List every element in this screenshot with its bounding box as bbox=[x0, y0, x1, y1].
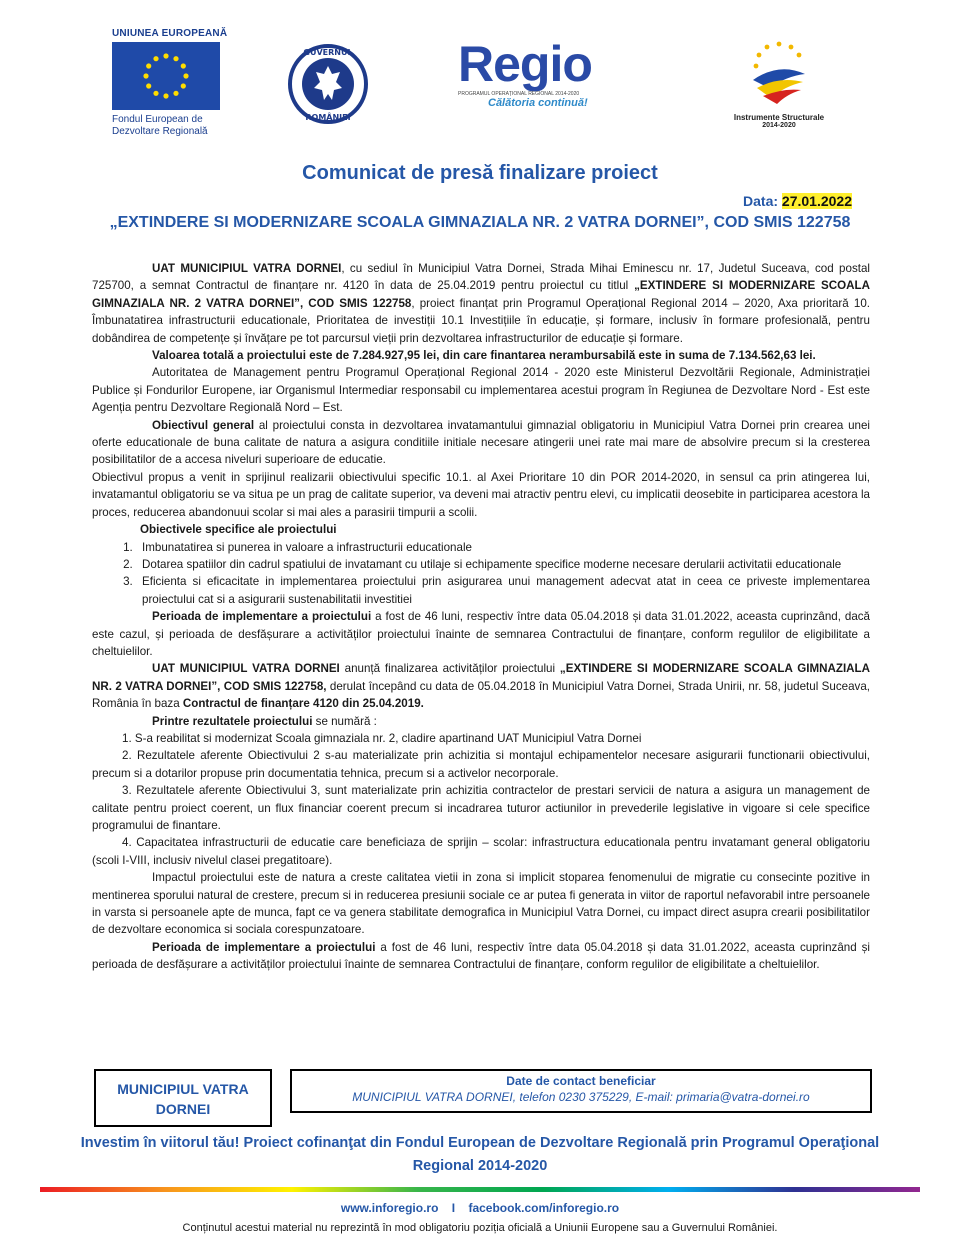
regio-logo bbox=[458, 38, 638, 109]
results-heading: Printre rezultatele proiectului se numără : bbox=[152, 714, 377, 728]
list-item: 1. Imbunatatirea si punerea in valoare a infrastructurii educationale bbox=[136, 539, 870, 556]
structural-instruments-label: Instrumente Structurale bbox=[733, 113, 825, 122]
press-release-body bbox=[92, 260, 870, 974]
page-title: Comunicat de presă finalizare proiect bbox=[302, 162, 658, 184]
structural-instruments-years: 2014-2020 bbox=[762, 122, 796, 129]
paragraph-value: Valoarea totală a proiectului este de 7.284.927,95 lei, din care finantarea nerambursabilă este in suma de 7.134.562,63 lei. bbox=[152, 349, 816, 363]
contact-details: MUNICIPIUL VATRA DORNEI, telefon 0230 375229, E-mail: primaria@vatra-dornei.ro bbox=[352, 1090, 810, 1104]
project-title: „EXTINDERE SI MODERNIZARE SCOALA GIMNAZIALA NR. 2 VATRA DORNEI”, COD SMIS 122758 bbox=[109, 214, 851, 231]
footer-links bbox=[0, 1201, 960, 1215]
structural-instruments-logo bbox=[724, 36, 834, 129]
logo-bar bbox=[0, 22, 960, 152]
structural-instruments-icon bbox=[739, 36, 819, 106]
date-value: 27.01.2022 bbox=[781, 193, 852, 209]
result-item: 4. Capacitatea infrastructurii de educatie care beneficiaza de sprijin – scolar: infrastructura educationala pentru invatamant general obligatoriu (scoli I-VIII, inclusiv nivelul clasei pregatitoare). bbox=[92, 836, 870, 867]
paragraph-general-objective: Obiectivul general al proiectului consta in dezvoltarea invatamantului gimnazial obligatoriu in Municipiul Vatra Dornei prin crearea unei oferte educationale de buna calitate de natura a asigura conditiile initiale necesare atingerii unei rate mai mare de absolvire precum si la cresterea posibilitatilor de a accesa niveluri superioare de educatie. bbox=[92, 418, 870, 467]
svg-text:ROMÂNIEI: ROMÂNIEI bbox=[305, 113, 351, 122]
inforegio-link[interactable]: www.inforegio.ro bbox=[340, 1201, 439, 1215]
list-item: 2. Dotarea spatiilor din cadrul spatiului de invatamant cu utilaje si echipamente specifice moderne necesare derularii activitatii educationale bbox=[136, 556, 870, 573]
rainbow-divider bbox=[40, 1187, 920, 1192]
paragraph-impact: Impactul proiectului este de natura a creste calitatea vietii in zona si implicit stoparea fenomenului de migratie cu consecinte pozitive in mentinerea sporului natural de crestere, precum si in reducerea presiunii sociale ce ar putea fi generata in viitor de raportul nefavorabil intre persoanele in varsta si persoanele apte de munca, fapt ce va genera stabilitate demografica in Municipiul Vatra Dornei, cu impact direct asupra crearii posibilitatilor de dezvoltare economica si sociala corespunzatoare. bbox=[92, 871, 870, 937]
specific-objectives-heading: Obiectivele specifice ale proiectului bbox=[140, 523, 337, 537]
specific-objectives-list bbox=[92, 539, 870, 609]
eu-flag-icon bbox=[112, 42, 220, 110]
beneficiary-box: MUNICIPIUL VATRA DORNEI bbox=[94, 1069, 272, 1127]
government-seal-icon bbox=[286, 36, 370, 134]
facebook-link[interactable]: facebook.com/inforegio.ro bbox=[468, 1201, 620, 1215]
paragraph-announcement: UAT MUNICIPIUL VATRA DORNEI anunță finalizarea activităților proiectului „EXTINDERE SI MODERNIZARE SCOALA GIMNAZIALA NR. 2 VATRA DORNEI”, COD SMIS 122758, derulat începând cu data de 05.04.2018 în Municipiul Vatra Dornei, Strada Unirii, nr. 58, judetul Suceava, România în baza Contractul de finanțare 4120 din 25.04.2019. bbox=[92, 662, 870, 711]
paragraph-proposed-objective: Obiectivul propus a venit in sprijinul realizarii obiectivului specific 10.1. al Axei Prioritare 10 din POR 2014-2020, in sensul ca prin atingerea lui, invatamantul obligatoriu se va situa pe un prag de calitate superior, va deveni mai atractiv pentru elevi, cu implicatii deosebite in participarea acestora la proces, reducerea abandonuui scolar si mai ales a parasirii timpurii a scolii. bbox=[92, 470, 870, 519]
funding-message: Investim în viitorul tău! Proiect cofinanţat din Fondul European de Dezvoltare Regională prin Programul Operaţional Regional 2014-2020 bbox=[80, 1135, 880, 1174]
result-item: 2. Rezultatele aferente Obiectivului 2 s-au materializate prin achizitia si montajul echipamentelor necesare asigurarii functionarii obiectivului, precum si a dotarilor propuse prin documentatia tehnica, precum si a activelor necorporale. bbox=[92, 749, 870, 780]
press-date bbox=[743, 193, 852, 209]
paragraph-intro: UAT MUNICIPIUL VATRA DORNEI, cu sediul în Municipiul Vatra Dornei, Strada Mihai Eminescu nr. 17, Judetul Suceava, cod postal 725700, a semnat Contractul de finanțare nr. 4120 în data de 25.04.2019 pentru proiectul cu titlul „EXTINDERE SI MODERNIZARE SCOALA GIMNAZIALA NR. 2 VATRA DORNEI”, COD SMIS 122758, proiect finanțat prin Programul Operațional Regional 2014 – 2020, Axa prioritară 10. Îmbunatatirea infrastructurii educationale, Prioritatea de investiții 10.1 Investițiile în educație, și formare, inclusiv în formare profesională, pentru dobândirea de competențe și învățare pe tot parcursul vieții prin dezvoltarea infrastructurilor de educație și formare. bbox=[92, 262, 870, 345]
list-item: 3. Eficienta si eficacitate in implementarea proiectului prin asigurarea unui management adecvat atat in ceea ce priveste implementarea proiectului cat si a asigurarii sustenabilitatii investitiei bbox=[136, 573, 870, 608]
svg-text:GUVERNUL: GUVERNUL bbox=[303, 48, 353, 57]
result-item: 3. Rezultatele aferente Obiectivului 3, sunt materializate prin achizitia contractelor de prestari servicii de natura a asigura un management de calitate pentru proiect coerent, un flux financiar coerent precum si incadrarea tuturor actiunilor in prevederile legislative in vigoare si cele specifice programului de finantare. bbox=[92, 784, 870, 832]
contact-title: Date de contact beneficiar bbox=[506, 1074, 656, 1088]
paragraph-authority: Autoritatea de Management pentru Programul Operațional Regional 2014 - 2020 este Ministerul Dezvoltării Regionale, Administrației Publice și Fondurilor Europene, iar Organismul Intermediar responsabil cu implementarea acestui program în Regiunea de Dezvoltare Nord - Est este Agenția pentru Dezvoltare Regională Nord – Est. bbox=[92, 366, 870, 415]
regio-wordmark: Regio bbox=[458, 36, 592, 92]
link-separator: I bbox=[451, 1201, 456, 1215]
eu-label-top: UNIUNEA EUROPEANĂ bbox=[112, 28, 228, 39]
regio-tagline: Călătoria continuă! bbox=[488, 97, 588, 109]
paragraph-implementation-period: Perioada de implementare a proiectului a fost de 46 luni, respectiv între data 05.04.2018 și data 31.01.2022, aceasta cuprinzând, dacă este cazul, și perioada de desfășurare a activităților proiectului înainte de semnarea Contractului de finanțare, conform regulilor de eligibilitate a cheltuielilor. bbox=[92, 610, 871, 658]
regio-small-text: PROGRAMUL OPERAȚIONAL REGIONAL 2014-2020 bbox=[458, 91, 580, 97]
disclaimer: Conținutul acestui material nu reprezintă în mod obligatoriu poziția oficială a Uniunii Europene sau a Guvernului României. bbox=[182, 1222, 778, 1234]
paragraph-implementation-period-2: Perioada de implementare a proiectului a fost de 46 luni, respectiv între data 05.04.2018 și data 31.01.2022, aceasta cuprinzând și perioada de desfășurare a activităților proiectului înainte de semnarea Contractului de finanțare, conform regulilor de eligibilitate a cheltuielilor. bbox=[92, 940, 870, 972]
contact-box bbox=[290, 1069, 872, 1113]
eu-logo bbox=[112, 28, 232, 138]
eu-label-bottom: Fondul European de Dezvoltare Regională bbox=[112, 114, 208, 137]
date-label: Data: bbox=[743, 193, 779, 209]
result-item: 1. S-a reabilitat si modernizat Scoala gimnaziala nr. 2, cladire apartinand UAT Municipiul Vatra Dornei bbox=[122, 731, 642, 745]
